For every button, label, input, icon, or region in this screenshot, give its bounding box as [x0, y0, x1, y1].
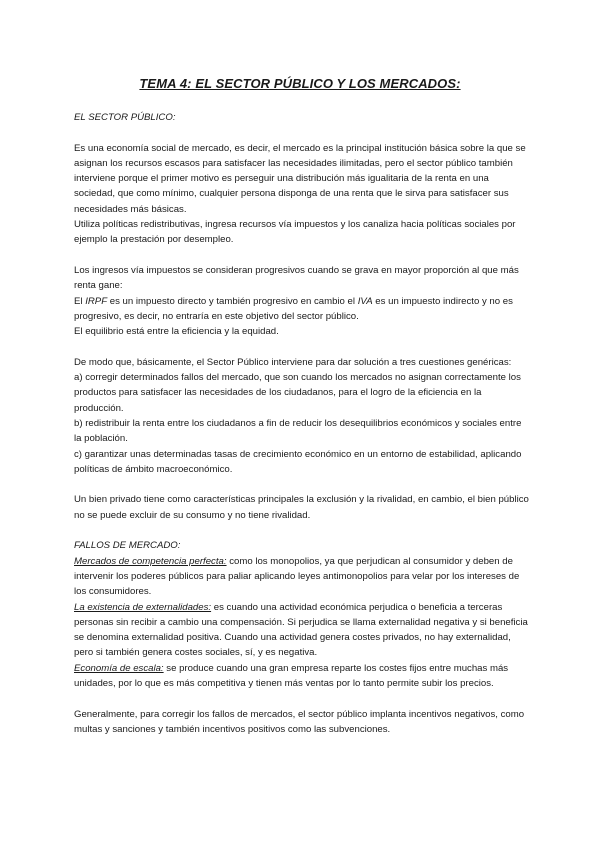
paragraph-incentivos: Generalmente, para corregir los fallos de mercados, el sector público implanta incentivos negativos, como multas y sanciones y también incentivos positivos como las subvenciones.: [74, 708, 525, 735]
term-externalidades: La existencia de externalidades:: [74, 601, 212, 613]
text-span: es un impuesto directo y también progresivo en cambio el: [107, 295, 358, 307]
list-item-b: b) redistribuir la renta entre los ciudadanos a fin de reducir los desequilibrios económicos y sociales entre la población.: [74, 417, 522, 445]
list-item-a: a) corregir determinados fallos del mercado, que son cuando los mercados no asignan correctamente los productos para satisfacer las necesidades de los ciudadanos, para el logro de la eficiencia en la producción.: [74, 372, 521, 414]
paragraph-cuestiones: De modo que, básicamente, el Sector Público interviene para dar solución a tres cuestiones genéricas:: [74, 356, 512, 368]
paragraph-equilibrio: El equilibrio está entre la eficiencia y la equidad.: [74, 326, 279, 338]
document-body: [74, 110, 530, 737]
item-economia-escala: [74, 661, 530, 692]
spacer: [74, 523, 530, 538]
item-competencia-perfecta: [74, 554, 530, 600]
list-item-c: c) garantizar unas determinadas tasas de crecimiento económico en un entorno de estabilidad, aplicando políticas de ámbito macroeconómico.: [74, 448, 522, 475]
spacer: [74, 477, 530, 492]
item-externalidades: [74, 600, 530, 661]
text-span: El: [74, 295, 86, 307]
paragraph-irpf-iva: [74, 294, 530, 325]
section-heading-sector-publico: EL SECTOR PÚBLICO:: [74, 112, 176, 123]
irpf-term: IRPF: [85, 295, 108, 307]
term-economia-escala: Economía de escala:: [74, 662, 164, 674]
text-span: es un impuesto indirecto y no es progresivo, es decir, no entraría en este objetivo del sector público.: [74, 295, 513, 322]
spacer: [74, 339, 530, 354]
paragraph-economia-social: Es una economía social de mercado, es decir, el mercado es la principal institución básica sobre la que se asignan los recursos escasos para satisfacer las necesidades ilimitadas, pero el sector público también interviene porque el primer motivo es perseguir una distribución más igualitaria de la renta en una sociedad, que como mínimo, cualquier persona disponga de una renta que le sirva para satisfacer sus necesidades más básicas.: [74, 142, 526, 215]
paragraph-bien-privado: Un bien privado tiene como características principales la exclusión y la rivalidad, en cambio, el bien público no se puede excluir de su consumo y no tiene rivalidad.: [74, 494, 529, 521]
definition-text: como los monopolios, ya que perjudican al consumidor y deben de intervenir los poderes públicos para paliar aplicando leyes antimonopolios para velar por los intereses de los consumidores.: [74, 555, 520, 598]
paragraph-politicas-redistributivas: Utiliza políticas redistributivas, ingresa recursos vía impuestos y los canaliza hacia políticas sociales por ejemplo la prestación por desempleo.: [74, 219, 516, 246]
section-heading-fallos-mercado: FALLOS DE MERCADO:: [74, 540, 181, 552]
page-title: TEMA 4: EL SECTOR PÚBLICO Y LOS MERCADOS:: [139, 76, 461, 91]
term-competencia-perfecta: Mercados de competencia perfecta:: [74, 555, 227, 567]
iva-term: IVA: [357, 295, 373, 307]
spacer: [74, 691, 530, 706]
spacer: [74, 125, 530, 140]
spacer: [74, 248, 530, 263]
definition-text: es cuando una actividad económica perjudica o beneficia a terceras personas sin recibir a cambio una compensación. Si perjudica se llama externalidad negativa y si beneficia se denomina externalidad positiva. Cuando una actividad genera costes privados, no hay externalidad, pero si también genera costes sociales, sí, y es negativa.: [74, 601, 528, 659]
paragraph-ingresos-progresivos: Los ingresos vía impuestos se consideran progresivos cuando se grava en mayor proporción al que más renta gane:: [74, 264, 519, 292]
definition-text: se produce cuando una gran empresa reparte los costes fijos entre muchas más unidades, por lo que es más competitiva y tienen más ventas por lo tanto permite subir los precios.: [74, 662, 509, 689]
